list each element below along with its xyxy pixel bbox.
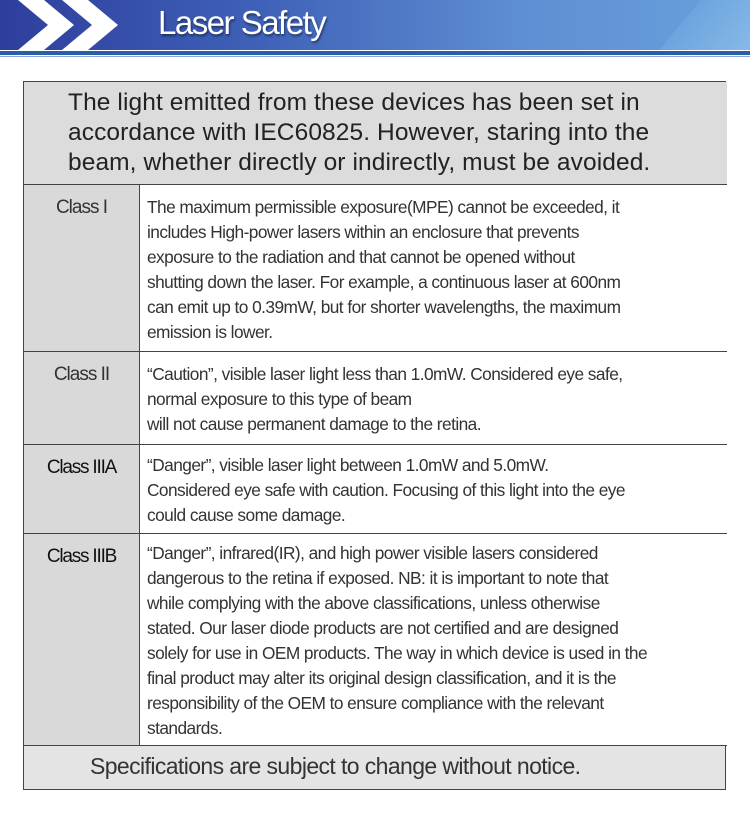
description-line: stated. Our laser diode products are not certified and are designed	[147, 618, 619, 638]
description-line: emission is lower.	[147, 322, 273, 342]
banner-divider-thin	[0, 56, 750, 57]
header-banner	[0, 0, 750, 50]
intro-statement	[24, 82, 727, 185]
intro-line: beam, whether directly or indirectly, must be avoided.	[68, 149, 651, 176]
class-row-i	[24, 185, 727, 352]
laser-safety-table	[23, 81, 726, 790]
footer-notice: Specifications are subject to change without notice.	[24, 746, 725, 789]
intro-line: The light emitted from these devices has been set in	[68, 89, 640, 116]
class-row-iiib	[24, 534, 727, 746]
description-line: standards.	[147, 718, 223, 738]
description-line: “Caution”, visible laser light less than 1.0mW. Considered eye safe,	[147, 364, 623, 384]
class-label: Class I	[24, 185, 140, 351]
description-line: could cause some damage.	[147, 505, 346, 525]
class-description	[140, 534, 727, 745]
description-line: “Danger”, visible laser light between 1.0mW and 5.0mW.	[147, 455, 549, 475]
intro-line: accordance with IEC60825. However, staring into the	[68, 119, 650, 146]
description-line: exposure to the radiation and that cannot be opened without	[147, 247, 575, 267]
description-line: shutting down the laser. For example, a continuous laser at 600nm	[147, 272, 621, 292]
description-line: normal exposure to this type of beam	[147, 389, 412, 409]
class-label: Class IIIA	[24, 445, 140, 533]
description-line: can emit up to 0.39mW, but for shorter wavelengths, the maximum	[147, 297, 621, 317]
double-chevron-right-icon	[18, 0, 138, 50]
class-description	[140, 185, 727, 351]
class-description	[140, 352, 727, 444]
class-label: Class II	[24, 352, 140, 444]
description-line: final product may alter its original design classification, and it is the	[147, 668, 616, 688]
description-line: includes High-power lasers within an enclosure that prevents	[147, 222, 579, 242]
description-line: solely for use in OEM products. The way in which device is used in the	[147, 643, 648, 663]
class-label: Class IIIB	[24, 534, 140, 745]
description-line: responsibility of the OEM to ensure compliance with the relevant	[147, 693, 604, 713]
description-line: will not cause permanent damage to the retina.	[147, 414, 481, 434]
class-row-iiia	[24, 445, 727, 534]
description-line: while complying with the above classifications, unless otherwise	[147, 593, 600, 613]
description-line: The maximum permissible exposure(MPE) cannot be exceeded, it	[147, 197, 620, 217]
banner-divider	[0, 51, 750, 55]
banner-accent-stripe	[659, 0, 750, 50]
page-title: Laser Safety	[158, 4, 326, 41]
description-line: “Danger”, infrared(IR), and high power visible lasers considered	[147, 543, 598, 563]
description-line: Considered eye safe with caution. Focusing of this light into the eye	[147, 480, 625, 500]
description-line: dangerous to the retina if exposed. NB: it is important to note that	[147, 568, 609, 588]
class-description	[140, 445, 727, 533]
class-row-ii	[24, 352, 727, 445]
